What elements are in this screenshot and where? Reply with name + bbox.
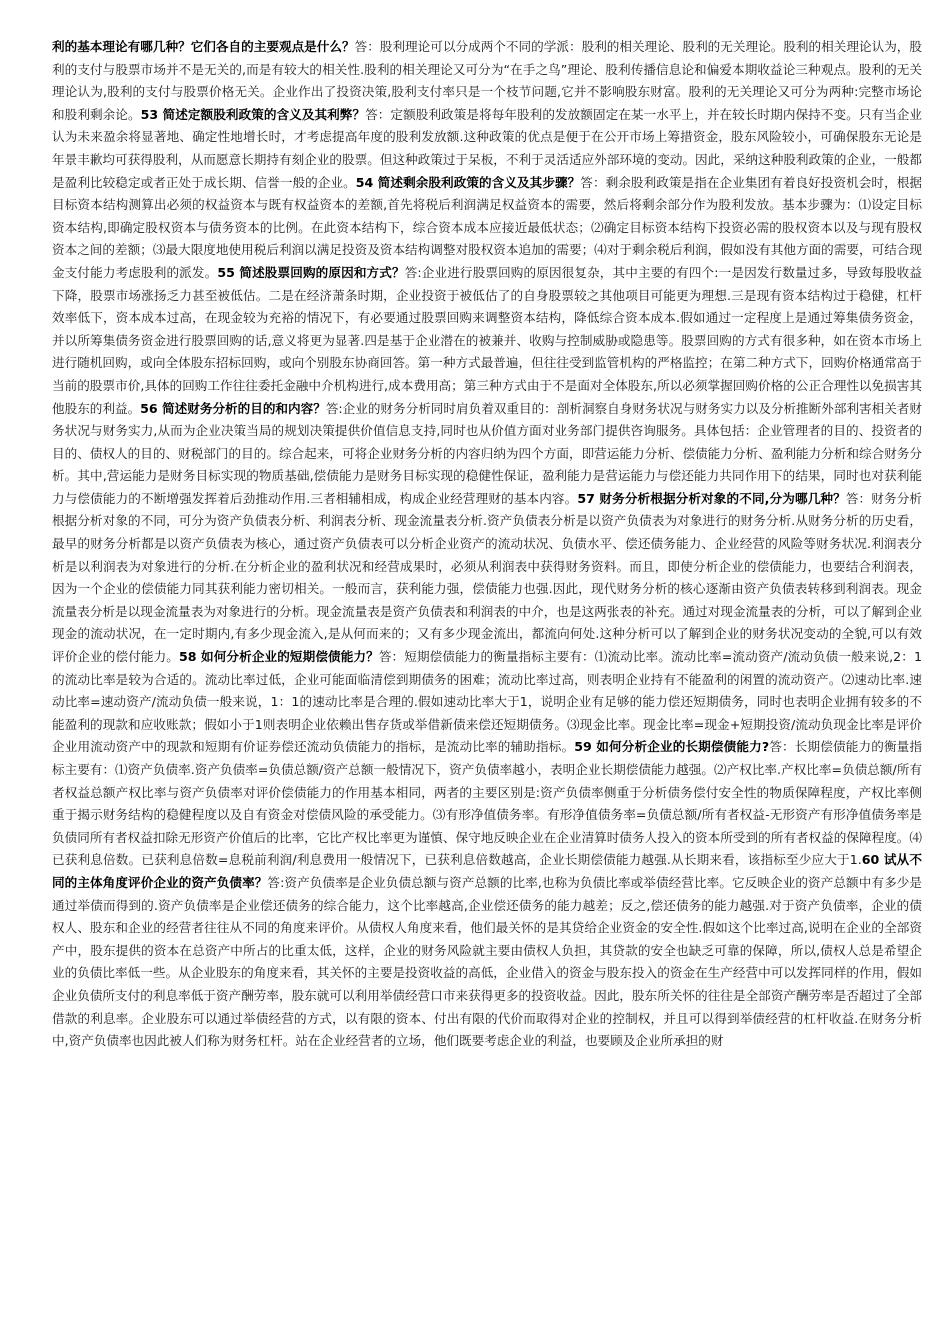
document-body <box>52 36 922 1053</box>
q60-question-title: 60 试从不同的主体角度评价企业的资产负债率？ <box>52 852 922 890</box>
q52-answer-text: 答：股利理论可以分成两个不同的学派：股利的相关理论、股利的无关理论。股利的相关理论认为，股利的支付与股票市场并不是无关的,而是有较大的相关性.股利的相关理论又可分为“在手之鸟”理论、股利传播信息论和偏爱本期收益论三种观点。股利的无关理论认为,股利的支付与股票价格无关。企业作出了投资决策,股利支付率只是一个枝节问题,它并不影响股东财富。股利的无关理论又可分为两种:完整市场论和股利剩余论。 <box>52 39 923 122</box>
q53-answer-text: 答：定额股利政策是将每年股利的发放额固定在某一水平上，并在较长时期内保持不变。只有当企业认为未来盈余将显著地、确定性地增长时，才考虑提高年度的股利发放额.这种政策的优点是便于在公开市场上筹措资金，股东风险较小，可确保股东无论是年景丰歉均可获得股利，从而愿意长期持有刻企业的股票。但这种政策过于呆板，不利于灵活适应外部环境的变动。因此，采纳这种股利政策的企业，一般都是盈利比较稳定或者正处于成长期、信誉一般的企业。 <box>52 106 922 190</box>
q54-answer-text: 答：剩余股利政策是指在企业集团有着良好投资机会时，根据目标资本结构测算出必须的权益资本与既有权益资本的差额,首先将税后利润满足权益资本的需要，然后将剩余部分作为股利发放。基本步骤为：⑴设定目标资本结构,即确定股权资本与债务资本的比例。在此资本结构下，综合资本成本应接近最低状态；⑵确定目标资本结构下投资必需的股权资本以及与现有股权资本之间的差额；⑶最大限度地使用税后利润以满足投资及资本结构调整对股权资本追加的需要；⑷对于剩余税后利润，假如没有其他方面的需要，可结合现金支付能力考虑股利的派发。 <box>52 174 922 280</box>
q57-question-title: 57 财务分析根据分析对象的不同,分为哪几种？ <box>577 490 846 506</box>
q60-answer-text: 答:资产负债率是企业负债总额与资产总额的比率,也称为负债比率或举债经营比率。它反映企业的资产总额中有多少是通过举债而得到的.资产负债率是企业偿还债务的综合能力，这个比率越高,企业偿还债务的能力越差；反之,偿还债务的能力越强.对于资产负债率，企业的债权人、股东和企业的经营者往往从不同的角度来评价。从债权人角度来看，他们最关怀的是其贷给企业资金的安全性.假如这个比率过高,说明在企业的全部资产中，股东提供的资本在总资产中所占的比重太低，这样，企业的财务风险就主要由债权人负担，其贷款的安全也缺乏可靠的保障，所以,债权人总是希望企业的负债比率低一些。从企业股东的角度来看，其关怀的主要是投资收益的高低，企业借入的资金与股东投入的资金在生产经营中可以发挥同样的作用，假如企业负债所支付的利息率低于资产酬劳率，股东就可以利用举债经营口市来获得更多的投资收益。因此，股东所关怀的往往是全部资产酬劳率是否超过了全部借款的利息率。企业股东可以通过举债经营的方式，以有限的资本、付出有限的代价而取得对企业的控制权，并且可以得到举债经营的杠杆收益.在财务分析中,资产负债率也因此被人们称为财务杠杆。站在企业经营者的立场，他们既要考虑企业的利益，也要顾及企业所承担的财 <box>52 874 923 1049</box>
q53-question-title: 53 简述定额股利政策的含义及其利弊？ <box>140 106 366 122</box>
q52-question-title: 利的基本理论有哪几种？它们各自的主要观点是什么？ <box>52 39 355 54</box>
q58-answer-text: 答：短期偿债能力的衡量指标主要有：⑴流动比率。流动比率=流动资产/流动负债一般来说,2：1的流动比率是较为合适的。流动比率过低，企业可能面临清偿到期债务的困难；流动比率过高，则表明企业持有不能盈利的闲置的流动资产。⑵速动比率.速动比率=速动资产/流动负债一般来说，1：1的速动比率是合理的.假如速动比率大于1，说明企业有足够的能力偿还短期债务，同时也表明企业拥有较多的不能盈利的现款和应收账款；假如小于1则表明企业依赖出售存货或举借新债来偿还短期债务。⑶现金比率。现金比率=现金+短期投资/流动负现金比率是评价企业用流动资产中的现款和短期有价证券偿还流动负债能力的指标，是流动比率的辅助指标。 <box>52 649 923 755</box>
q59-question-title: 59 如何分析企业的长期偿债能力? <box>574 739 770 755</box>
q59-answer-text: 答：长期偿债能力的衡量指标主要有：⑴资产负债率.资产负债率=负债总额/资产总额一般情况下，资产负债率越小，表明企业长期偿债能力越强。⑵产权比率.产权比率=负债总额/所有者权益总额产权比率与资产负债率对评价偿债能力的作用基本相同，两者的主要区别是:资产负债率侧重于分析债务偿付安全性的物质保障程度，产权比率侧重于揭示财务结构的稳健程度以及自有资金对偿债风险的承受能力。⑶有形净值债务率。有形净值债务率=负债总额/所有者权益-无形资产有形净值债务率是负债同所有者权益扣除无形资产价值后的比率，它比产权比率更为谨慎、保守地反映企业在企业清算时债务人投入的资本所受到的所有者权益的保障程度。⑷已获利息倍数。已获利息倍数=息税前利润/利息费用一般情况下，已获利息倍数越高，企业长期偿债能力越强.从长期来看，该指标至少应大于1. <box>52 739 923 868</box>
q56-question-title: 56 简述财务分析的目的和内容？ <box>140 400 326 416</box>
q55-question-title: 55 简述股票回购的原因和方式？ <box>217 264 405 280</box>
q55-answer-text: 答:企业进行股票回购的原因很复杂，其中主要的有四个:一是因发行数量过多，导致每股收益下降，股票市场涨扬乏力甚至被低估。二是在经济萧条时期，企业投资于被低估了的自身股票较之其他项目可能更为理想.三是现有资本结构过于稳健，杠杆效率低下，资本成本过高，在现金较为充裕的情况下，有必要通过股票回购来调整资本结构，降低综合资本成本.假如通过一定程度上是通过筹集债务资金，并以所筹集债务资金进行股票回购的话,意义将更为显著.四是基于企业潜在的被兼并、收购与控制威胁或隐患等。股票回购的方式有很多种，如在资本市场上进行随机回购，或向全体股东招标回购，或向个别股东协商回答。第一种方式最普遍，但往往受到监管机构的严格监控；在第二种方式下，回购价格通常高于当前的股票市价,具体的回购工作往往委托金融中介机构进行,成本费用高；第三种方式由于不是面对全体股东,所以必须掌握回购价格的公正合理性以免损害其他股东的利益。 <box>52 264 922 416</box>
q54-question-title: 54 简述剩余股利政策的含义及其步骤？ <box>355 174 581 190</box>
q58-question-title: 58 如何分析企业的短期偿债能力？ <box>179 649 379 665</box>
q56-answer-text: 答:企业的财务分析同时肩负着双重目的：剖析洞察自身财务状况与财务实力以及分析推断外部利害相关者财务状况与财务实力,从而为企业决策当局的规划决策提供价值信息支持,同时也从价值方面对业务部门提供咨询服务。具体包括：企业管理者的目的、投资者的目的、债权人的目的、财税部门的目的。综合起来，可将企业财务分析的内容归纳为四个方面，即营运能力分析、偿债能力分析、盈利能力分析和综合财务分析。其中,营运能力是财务目标实现的物质基础,偿债能力是财务目标实现的稳健性保证，盈利能力是营运能力与偿还能力共同作用下的结果，同时也对获利能力与偿债能力的不断增强发挥着后劲推动作用.三者相辅相成，构成企业经营理财的基本内容。 <box>52 400 922 506</box>
q57-answer-text: 答：财务分析根据分析对象的不同，可分为资产负债表分析、利润表分析、现金流量表分析.资产负债表分析是以资产负债表为对象进行的财务分析.从财务分析的历史看，最早的财务分析都是以资产负债表为核心，通过资产负债表可以分析企业资产的流动状况、负债水平、偿还债务能力、企业经营的风险等财务状况.利润表分析是以利润表为对象进行的分析.在分析企业的盈利状况和经营成果时，必须从利润表中获得财务资料。而且，即使分析企业的偿债能力，也要结合利润表，因为一个企业的偿债能力同其获利能力密切相关。一般而言，获利能力强，偿债能力也强.因此，现代财务分析的核心逐渐由资产负债表转移到利润表。现金流量表分析是以现金流量表为对象进行的分析。现金流量表是资产负债表和利润表的中介，也是这两张表的补充。通过对现金流量表的分析，可以了解到企业现金的流动状况，在一定时期内,有多少现金流入,是从何而来的；又有多少现金流出，都流向何处.这种分析可以了解到企业的财务状况变动的全貌,可以有效评价企业的偿付能力。 <box>52 490 923 665</box>
